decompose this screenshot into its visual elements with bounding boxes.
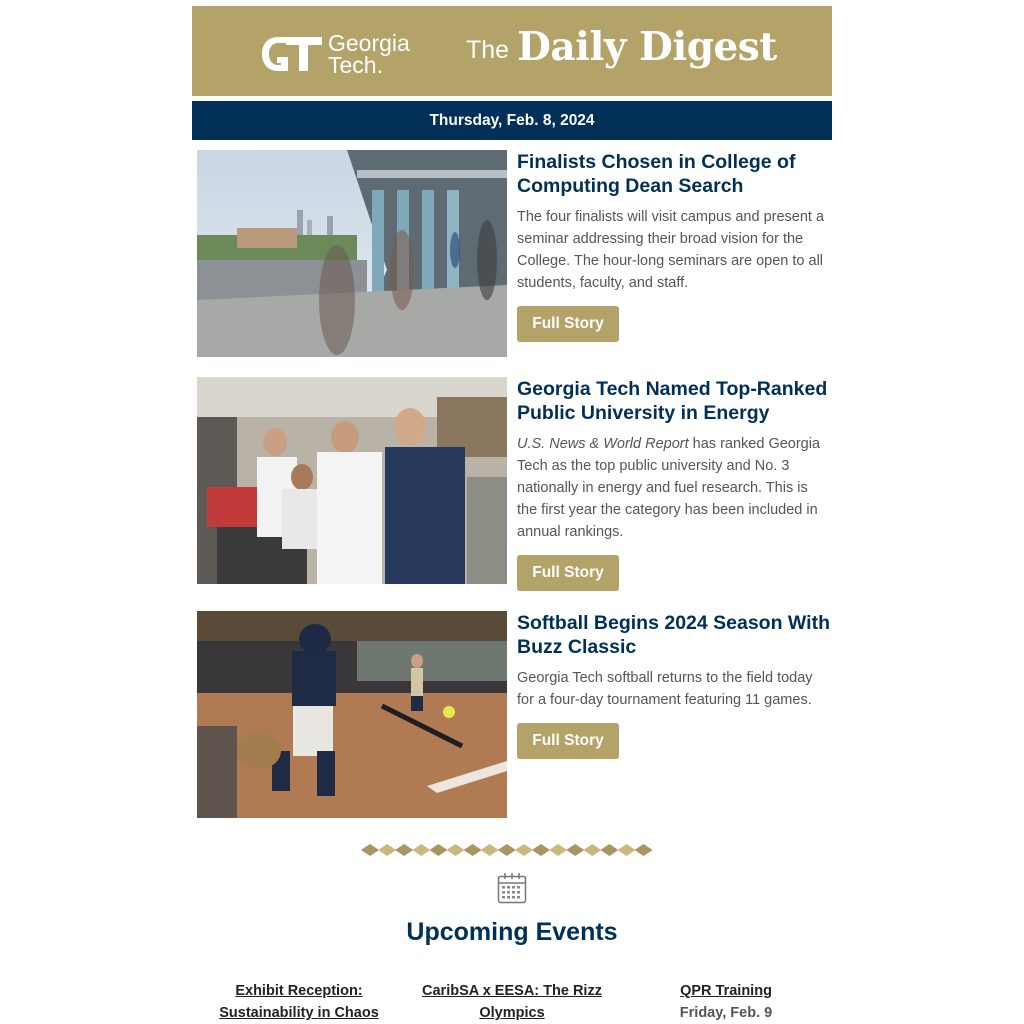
publication-name: U.S. News & World Report (517, 436, 689, 452)
divider-diamond (429, 844, 447, 856)
divider-diamond (378, 844, 396, 856)
gt-monogram-icon (258, 31, 324, 77)
divider-diamond (532, 844, 550, 856)
calendar-icon (497, 872, 527, 904)
divider-diamond (464, 844, 482, 856)
georgia-tech-logo[interactable] (258, 30, 410, 78)
full-story-button[interactable]: Full Story (517, 306, 619, 342)
lab-researchers-photo[interactable] (197, 377, 507, 584)
softball-batter-photo[interactable] (197, 611, 507, 818)
event-item (626, 980, 826, 1024)
event-date: Friday, Feb. 9 (679, 1005, 773, 1021)
digest-title (466, 24, 777, 70)
event-item (199, 980, 399, 1024)
logo-wordmark (328, 32, 410, 76)
story-title[interactable]: Softball Begins 2024 Season With Buzz Classic (517, 612, 830, 658)
event-link[interactable]: Exhibit Reception: Sustainability in Chaos (219, 983, 379, 1021)
date-bar: Thursday, Feb. 8, 2024 (192, 101, 832, 140)
event-item (412, 980, 612, 1024)
newsletter (192, 6, 832, 1021)
divider-diamond (635, 844, 653, 856)
full-story-button[interactable]: Full Story (517, 555, 619, 591)
divider-diamond (515, 844, 533, 856)
diamond-divider (361, 842, 663, 858)
divider-diamond (447, 844, 465, 856)
event-link[interactable]: CaribSA x EESA: The Rizz Olympics (422, 983, 602, 1021)
full-story-button[interactable]: Full Story (517, 723, 619, 759)
divider-diamond (583, 844, 601, 856)
campus-walkway-photo[interactable] (197, 150, 507, 357)
divider-diamond (566, 844, 584, 856)
divider-diamond (361, 844, 379, 856)
logo-line-tech: Tech. (328, 52, 383, 78)
divider-diamond (481, 844, 499, 856)
story-title[interactable]: Finalists Chosen in College of Computing Dean Search (517, 151, 796, 197)
divider-diamond (600, 844, 618, 856)
digest-title-main: Daily Digest (517, 24, 777, 70)
story-title[interactable]: Georgia Tech Named Top-Ranked Public University in Energy (517, 378, 828, 424)
story-summary-text: has ranked Georgia Tech as the top public university and No. 3 nationally in energy and fuel research. This is the first year the category has been included in annual rankings. (517, 436, 821, 540)
divider-diamond (498, 844, 516, 856)
divider-diamond (549, 844, 567, 856)
events-heading: Upcoming Events (406, 918, 618, 946)
logo-line-georgia: Georgia (328, 30, 410, 56)
newsletter-header (192, 6, 832, 96)
story-summary: The four finalists will visit campus and present a seminar addressing their broad vision for the College. The hour-long seminars are open to all students, faculty, and staff. (517, 209, 825, 291)
divider-diamond (618, 844, 636, 856)
story-summary: Georgia Tech softball returns to the field today for a four-day tournament featuring 11 games. (517, 670, 813, 708)
digest-title-prefix: The (466, 36, 510, 64)
story-body (517, 611, 831, 759)
story-body (517, 377, 831, 591)
story-summary (517, 433, 831, 543)
event-link[interactable]: QPR Training (680, 983, 772, 999)
story-body (517, 150, 831, 342)
divider-diamond (395, 844, 413, 856)
divider-diamond (412, 844, 430, 856)
